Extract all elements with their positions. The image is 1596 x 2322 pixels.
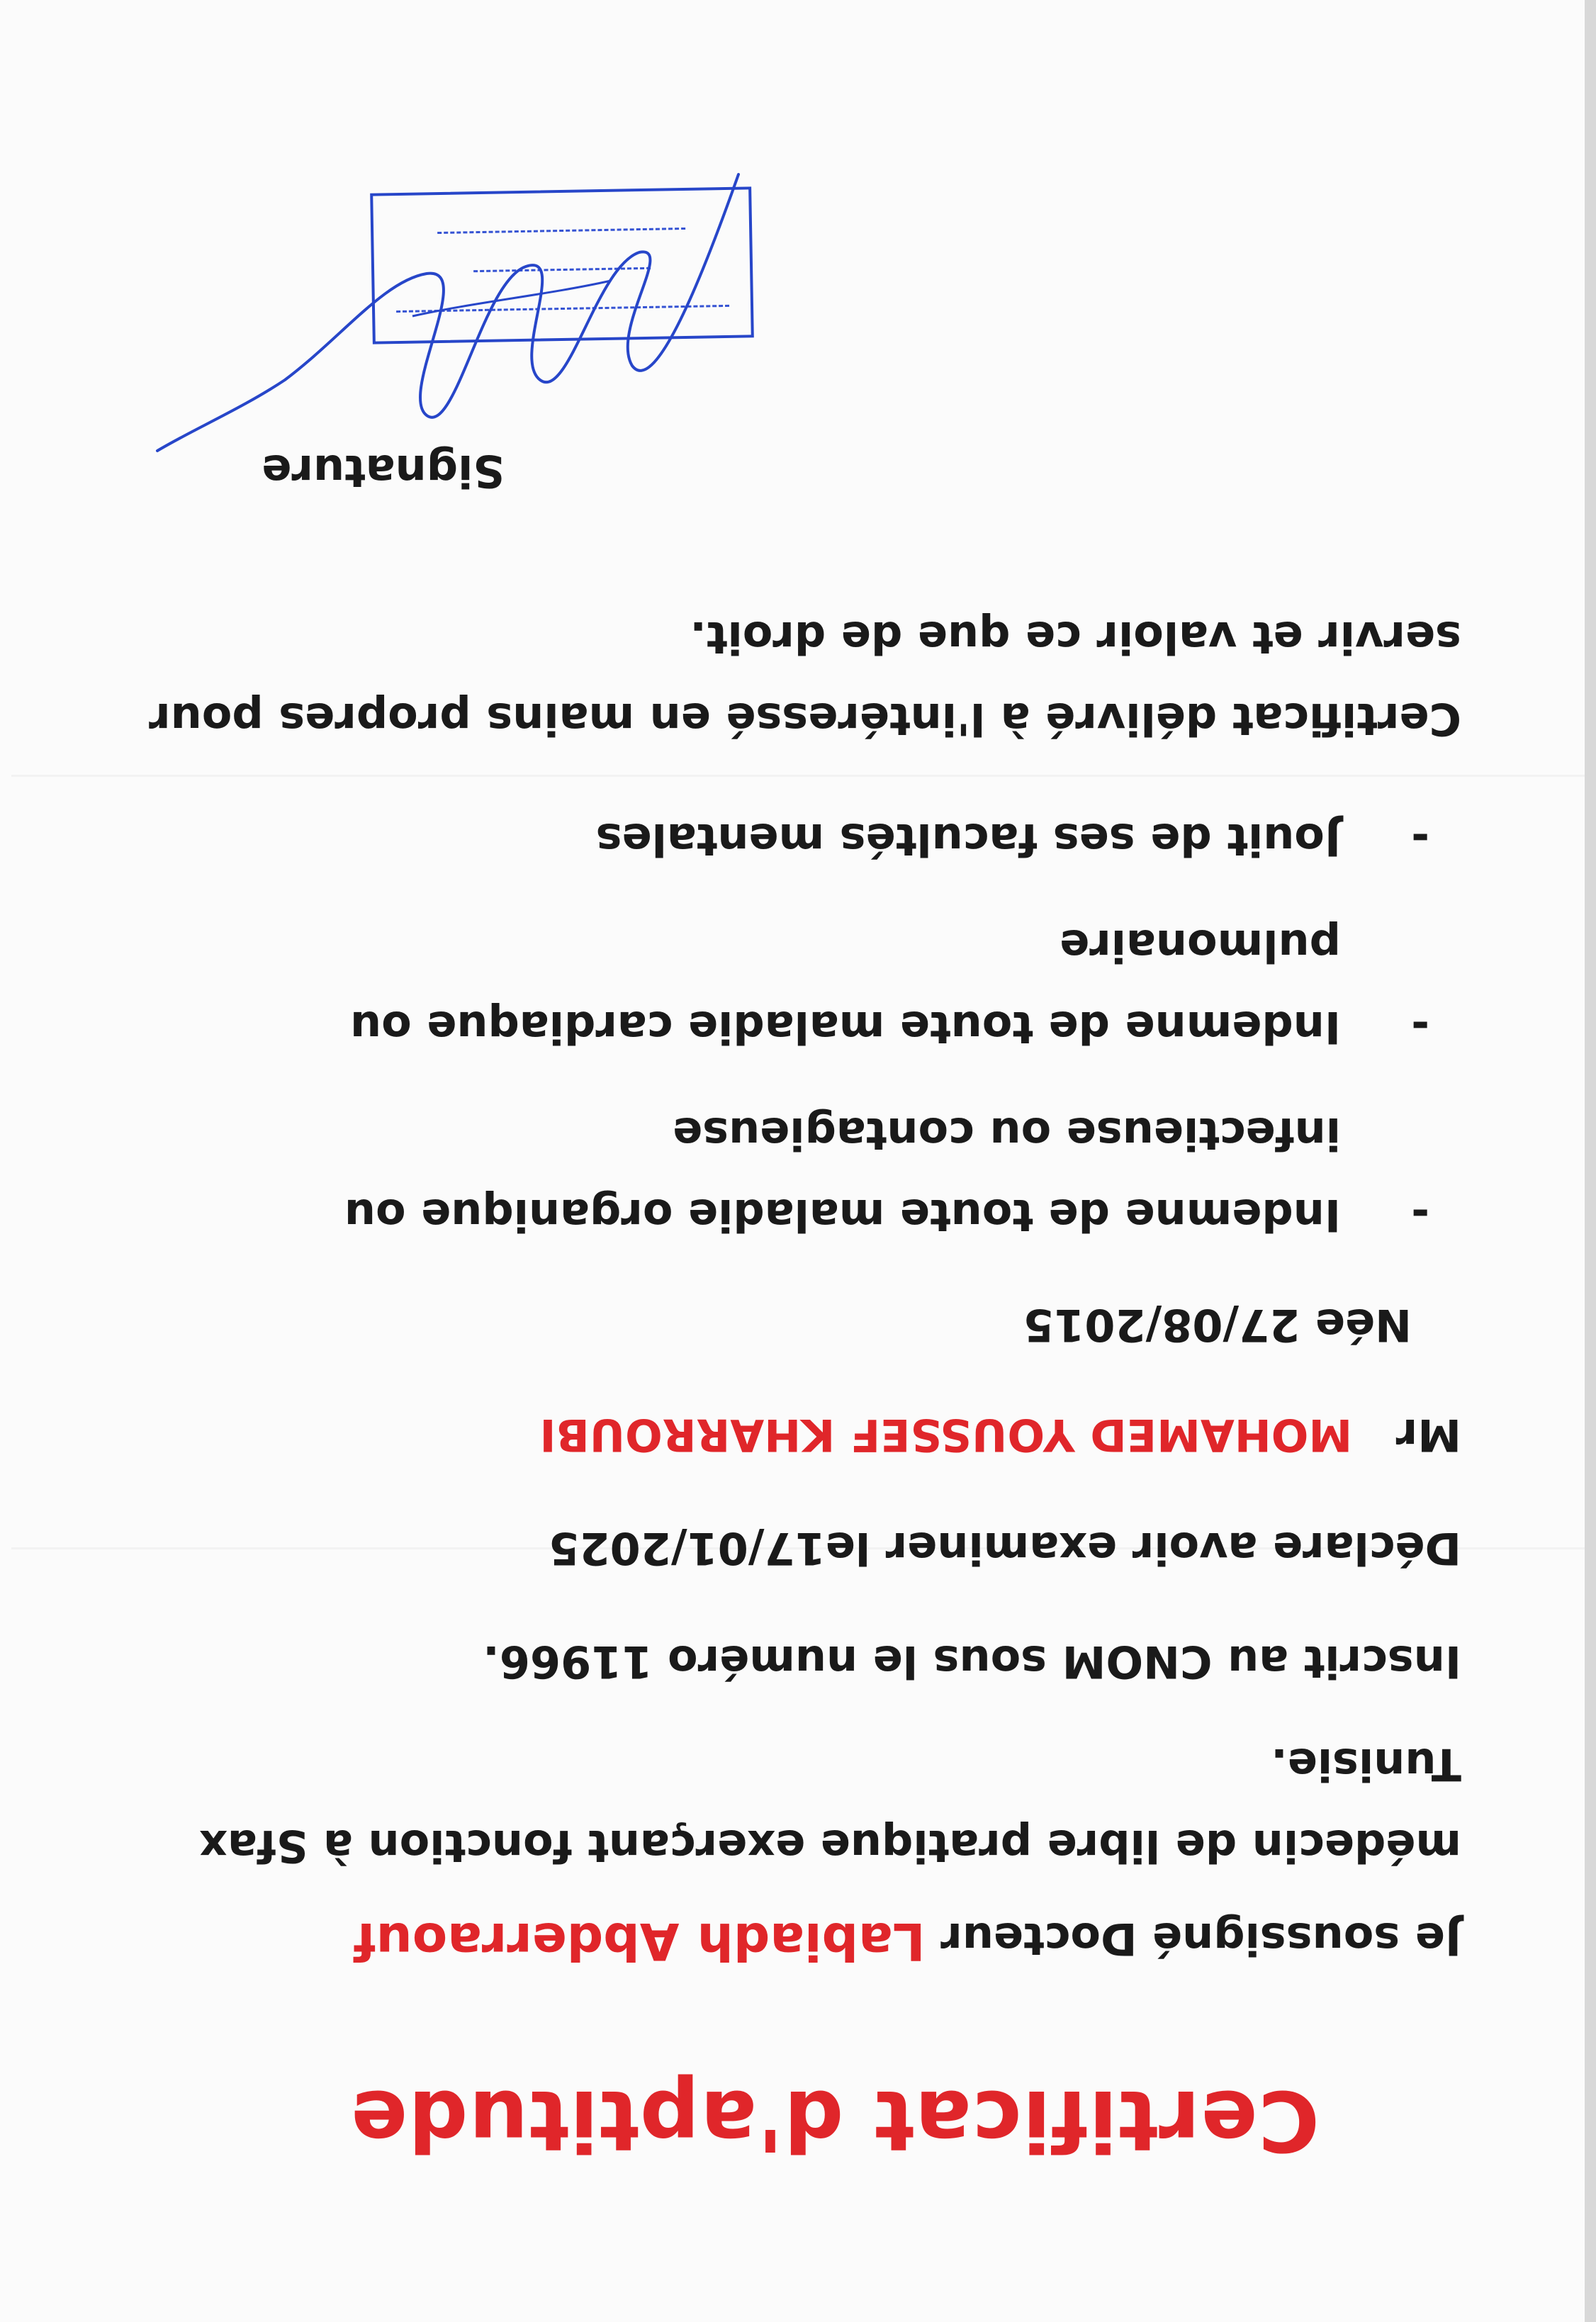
patient-name: MOHAMED YOUSSEF KHARROUBI bbox=[539, 1409, 1353, 1461]
patient-line bbox=[539, 1409, 1461, 1461]
scan-edge bbox=[1585, 0, 1596, 2322]
signature-stroke bbox=[157, 174, 738, 451]
item-cardiac-cont: pulmonaire bbox=[1060, 920, 1341, 972]
certificate-title: Certificat d'aptitude bbox=[350, 2072, 1320, 2170]
item-cardiac: Indemne de toute maladie cardiaque ou bbox=[350, 1002, 1341, 1053]
bullet-dash: - bbox=[1411, 1002, 1429, 1053]
bullet-dash: - bbox=[1411, 1189, 1429, 1241]
birth-date-line: Née 27/08/2015 bbox=[1023, 1299, 1412, 1351]
item-mental: Jouit de ses facultés mentales bbox=[595, 814, 1341, 865]
bullet-dash: - bbox=[1411, 814, 1429, 865]
item-organic: Indemne de toute maladie organique ou bbox=[344, 1189, 1341, 1241]
signature-label: Signature bbox=[262, 445, 505, 497]
paper-crease bbox=[11, 775, 1596, 777]
closing-line-1: Certificat délivré à l'intéressé en mains propres pour bbox=[149, 693, 1461, 745]
closing-line-2: servir et valoir ce que de droit. bbox=[690, 612, 1461, 663]
handwritten-signature bbox=[143, 125, 781, 479]
registration-line: Inscrit au CNOM sous le numéro 11966. bbox=[483, 1636, 1461, 1688]
intro-line bbox=[354, 1912, 1461, 1971]
practice-line: médecin de libre pratique exerçant fonction à Sfax bbox=[199, 1820, 1461, 1872]
country-line: Tunisie. bbox=[1271, 1739, 1461, 1790]
patient-prefix: Mr bbox=[1395, 1409, 1461, 1461]
intro-prefix: Je soussigné Docteur bbox=[940, 1913, 1461, 1965]
item-organic-cont: infectieuse ou contagieuse bbox=[673, 1108, 1341, 1160]
exam-date-line: Déclare avoir examiner le17/01/2025 bbox=[549, 1522, 1461, 1574]
doctor-name: Labiadh Abderraouf bbox=[354, 1912, 926, 1971]
